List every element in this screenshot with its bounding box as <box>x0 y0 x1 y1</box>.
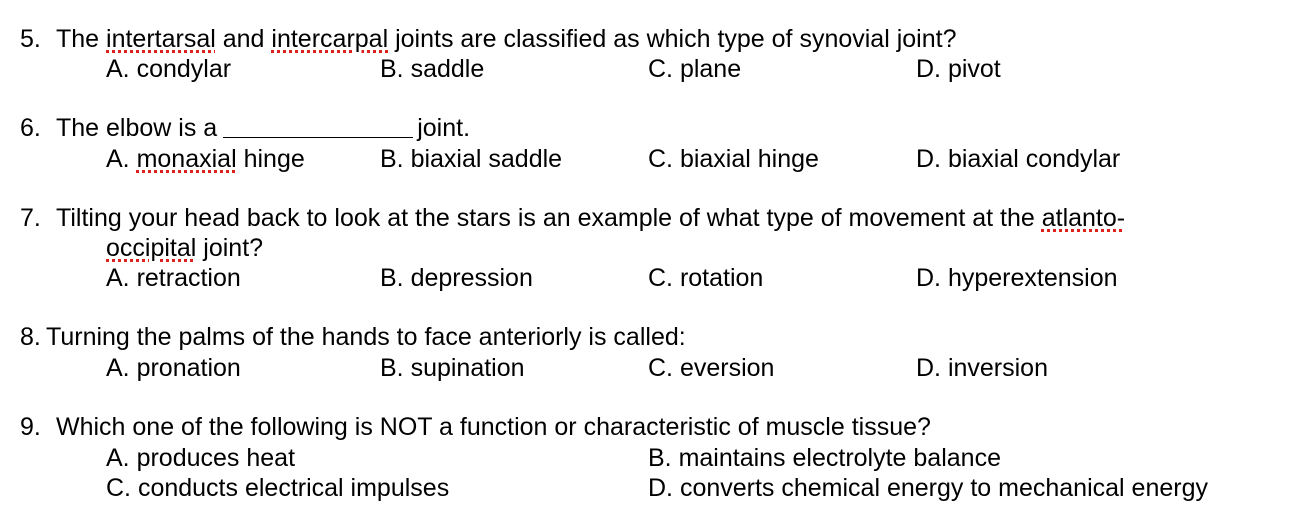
spellcheck-word: atlanto- <box>1041 204 1126 232</box>
option-d: D. hyperextension <box>916 264 1118 292</box>
option-d: D. pivot <box>916 55 1001 83</box>
spellcheck-word: monaxial <box>136 145 237 173</box>
question-number: 6. <box>20 114 41 142</box>
question-number: 9. <box>20 413 41 441</box>
option-d: D. converts chemical energy to mechanical energy <box>648 474 1208 502</box>
question-stem: Turning the palms of the hands to face anteriorly is called: <box>46 323 686 351</box>
question-number: 7. <box>20 204 41 232</box>
question-stem-line-1: Tilting your head back to look at the stars is an example of what type of movement at the atlanto- <box>56 204 1126 232</box>
option-c: C. biaxial hinge <box>648 145 819 173</box>
option-c: C. conducts electrical impulses <box>106 474 450 502</box>
option-c: C. eversion <box>648 354 775 382</box>
question-stem: Which one of the following is NOT a function or characteristic of muscle tissue? <box>56 413 931 441</box>
option-a: A. condylar <box>106 55 232 83</box>
question-stem: The intertarsal and intercarpal joints are classified as which type of synovial joint? <box>56 25 957 53</box>
spellcheck-word: intercarpal <box>271 25 389 53</box>
answer-blank <box>223 113 413 138</box>
option-c: C. rotation <box>648 264 764 292</box>
option-a: A. monaxial hinge <box>106 145 305 173</box>
option-b: B. maintains electrolyte balance <box>648 444 1001 472</box>
option-a: A. produces heat <box>106 444 296 472</box>
option-b: B. depression <box>380 264 533 292</box>
option-a: A. retraction <box>106 264 241 292</box>
question-stem: The elbow is a joint. <box>56 114 471 142</box>
option-b: B. saddle <box>380 55 485 83</box>
question-number: 8. <box>20 323 41 351</box>
question-number: 5. <box>20 25 41 53</box>
option-a: A. pronation <box>106 354 241 382</box>
option-b: B. biaxial saddle <box>380 145 563 173</box>
question-stem-line-2: occipital joint? <box>106 234 264 262</box>
spellcheck-word: intertarsal <box>106 25 216 53</box>
option-d: D. inversion <box>916 354 1048 382</box>
spellcheck-word: occipital <box>106 234 197 262</box>
option-c: C. plane <box>648 55 742 83</box>
option-b: B. supination <box>380 354 525 382</box>
option-d: D. biaxial condylar <box>916 145 1121 173</box>
